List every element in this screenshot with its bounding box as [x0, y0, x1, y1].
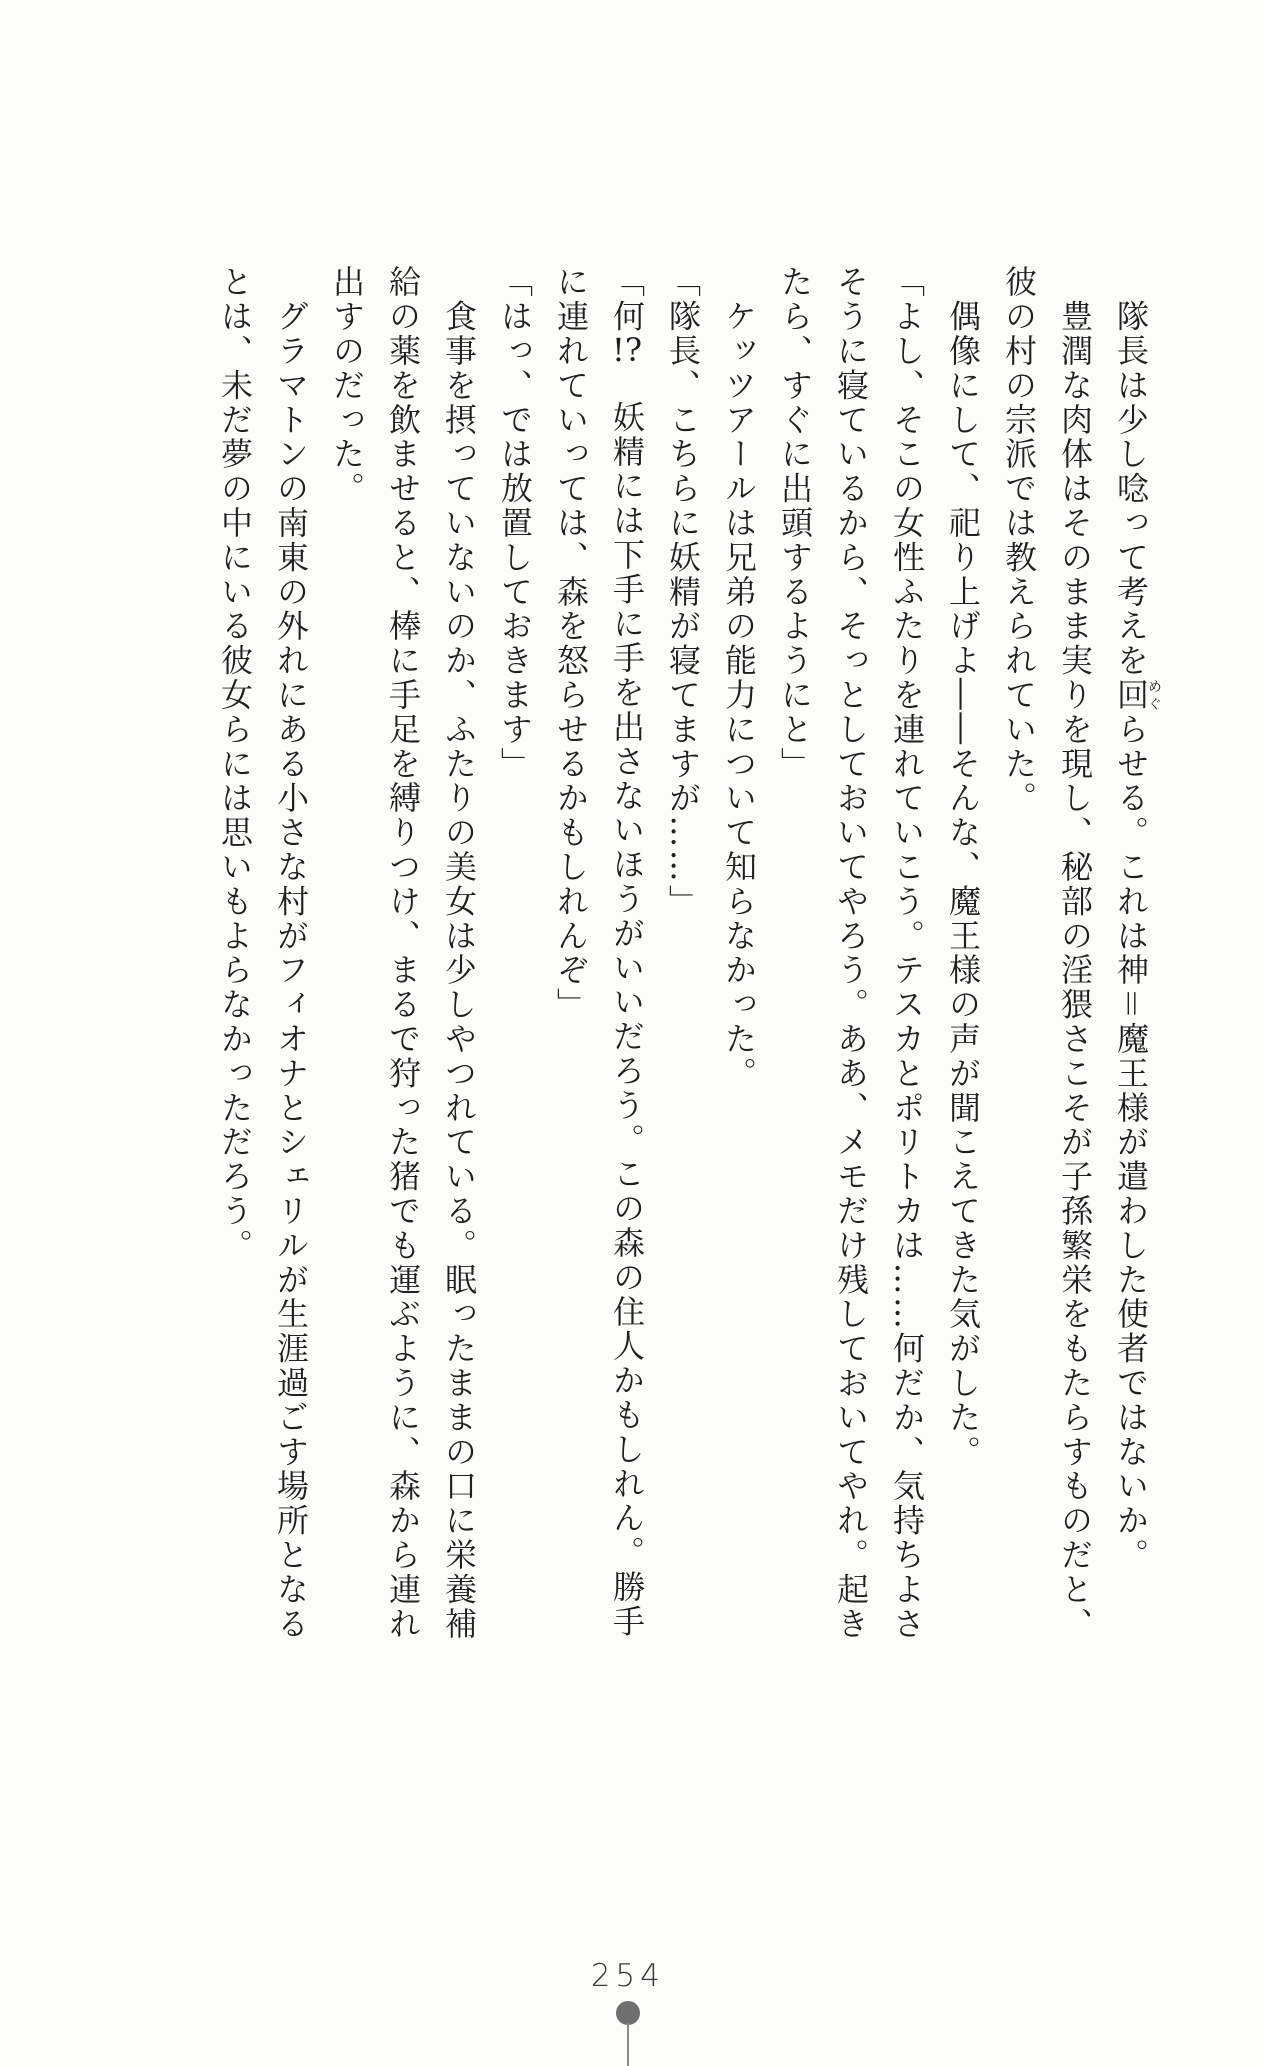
text-segment: に連れていっては、森を怒らせるかもしれんぞ」 [552, 265, 590, 1022]
text-segment: グラマトンの南東の外れにある小さな村がフィオナとシェリルが生涯過ごす場所となる [272, 265, 310, 1641]
text-segment: 「はっ、では放置しておきます」 [496, 265, 534, 781]
text-line [991, 265, 1047, 1660]
text-line [655, 265, 711, 1660]
text-line [935, 265, 991, 1660]
text-segment: らせる。これは神＝魔王様が遣わした使者ではないか。 [1112, 712, 1150, 1573]
text-segment: ケッツアールは兄弟の能力について知らなかった。 [720, 265, 758, 1091]
footer-ornament-dot-icon [616, 2001, 640, 2025]
text-segment: 出すのだった。 [328, 265, 366, 506]
text-line [879, 265, 935, 1660]
footer-ornament-rule [627, 2023, 629, 2066]
text-segment: 隊長は少し唸って考えを [1112, 265, 1150, 678]
text-segment: 「よし、そこの女性ふたりを連れていこう。テスカとポリトカは……何だか、気持ちよさ [888, 265, 926, 1641]
furigana: めぐ [1146, 677, 1162, 713]
text-line [263, 265, 319, 1660]
text-line [207, 265, 263, 1660]
text-line [767, 265, 823, 1660]
text-line [431, 265, 487, 1660]
text-line [823, 265, 879, 1660]
text-segment: 「隊長、こちらに妖精が寝てますが……」 [664, 265, 702, 919]
text-segment: とは、未だ夢の中にいる彼女らには思いもよらなかっただろう。 [216, 265, 254, 1263]
text-line [375, 265, 431, 1660]
text-segment: 「何 [608, 265, 646, 334]
ruby-annotated-text: 回めぐ [1112, 677, 1162, 713]
text-line [1047, 265, 1103, 1660]
text-segment: 彼の村の宗派では教えられていた。 [1000, 265, 1038, 816]
text-line [543, 265, 599, 1660]
text-line [1103, 265, 1161, 1660]
text-segment: 給の薬を飲ませると、棒に手足を縛りつけ、まるで狩った猪でも運ぶように、森から連れ [384, 265, 422, 1641]
text-line [319, 265, 375, 1660]
text-segment: 食事を摂っていないのか、ふたりの美女は少しやつれている。眠ったままの口に栄養補 [440, 265, 478, 1641]
vertical-text-block [207, 265, 1161, 1660]
tate-chu-yoko-text: !? [611, 333, 642, 366]
text-line [599, 265, 655, 1660]
text-segment: 偶像にして、祀り上げよ――そんな、魔王様の声が聞こえてきた気がした。 [944, 265, 982, 1469]
text-line [487, 265, 543, 1660]
text-line [711, 265, 767, 1660]
page-number: 254 [590, 1958, 665, 1994]
text-segment: そうに寝ているから、そっとしておいてやろう。ああ、メモだけ残しておいてやれ。起き [832, 265, 870, 1641]
text-segment: たら、すぐに出頭するようにと」 [776, 265, 814, 781]
text-segment: 豊潤な肉体はそのまま実りを現し、秘部の淫猥さこそが子孫繁栄をもたらすものだと、 [1056, 265, 1094, 1641]
text-segment: 妖精には下手に手を出さないほうがいいだろう。この森の住人かもしれん。勝手 [608, 365, 646, 1639]
